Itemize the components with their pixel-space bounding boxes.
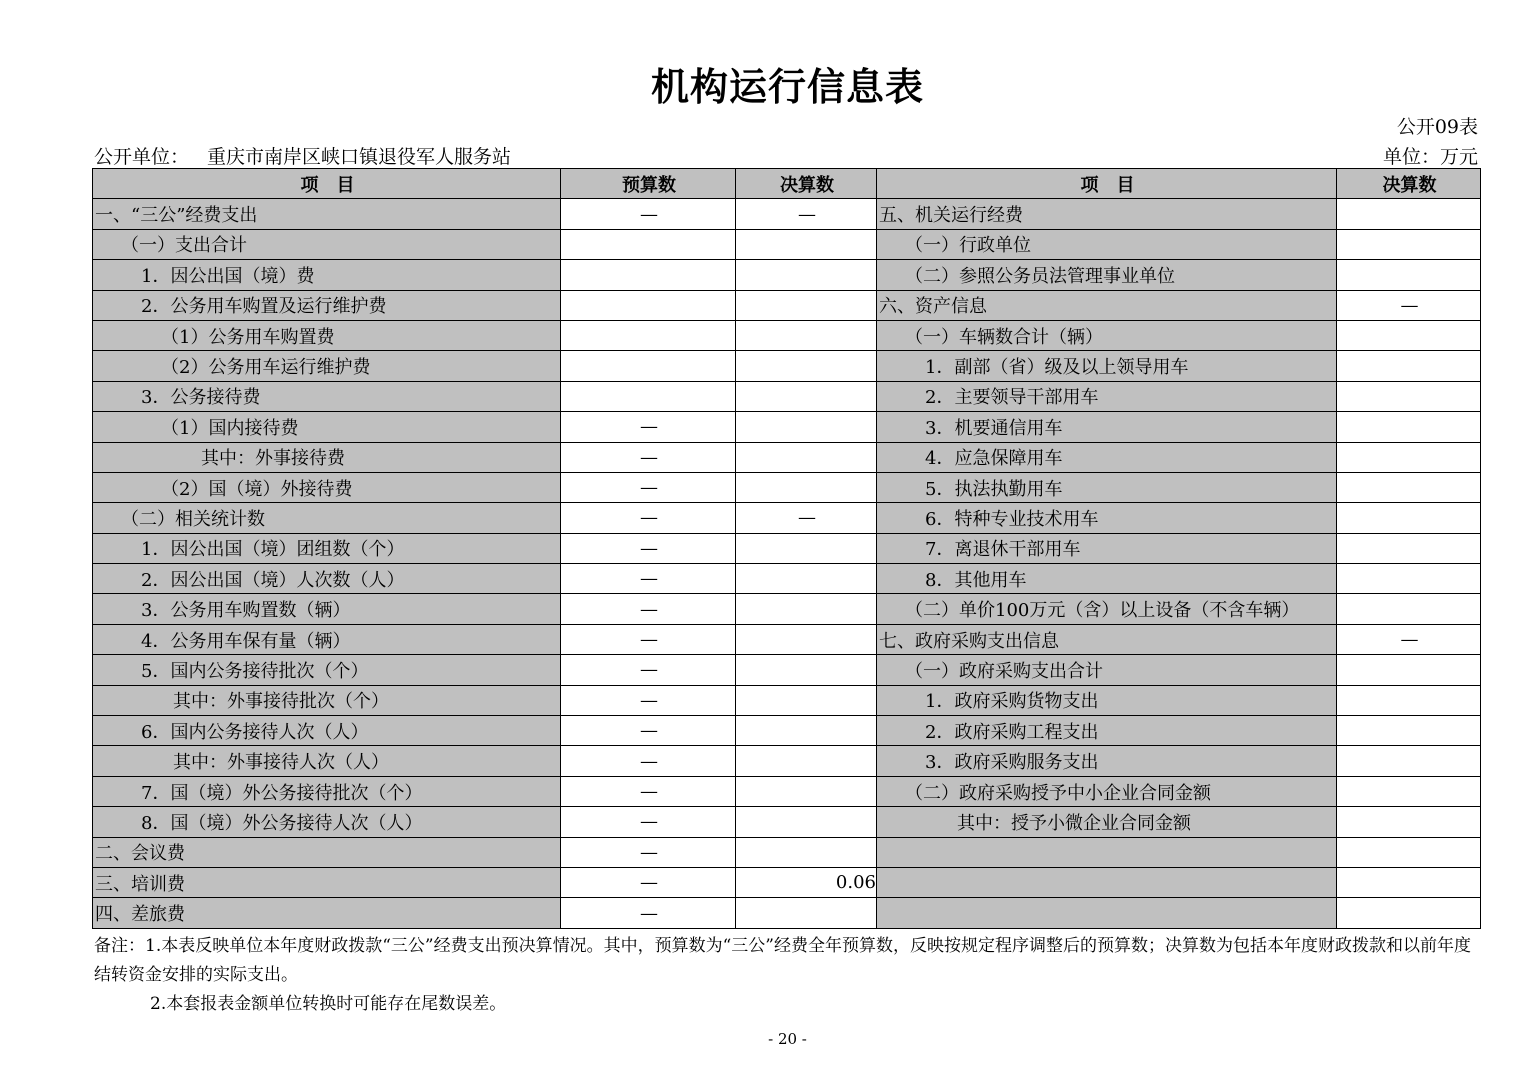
right-final-cell (1337, 655, 1481, 685)
left-item-label: 4．公务用车保有量（辆） (93, 624, 561, 654)
left-item-label: 其中：外事接待人次（人） (93, 746, 561, 776)
left-item-label: 3．公务接待费 (93, 381, 561, 411)
left-item-label: 其中：外事接待费 (93, 442, 561, 472)
left-budget-cell (561, 351, 736, 381)
left-final-cell (736, 685, 877, 715)
note-1: 备注：1.本表反映单位本年度财政拨款“三公”经费支出预决算情况。其中，预算数为“三公”经费全年预算数，反映按规定程序调整后的预算数；决算数为包括本年度财政拨款和以前年度结转资金安排的实际支出。 (94, 936, 1471, 985)
right-item-label: 5．执法执勤用车 (877, 472, 1337, 502)
left-budget-cell: — (561, 472, 736, 502)
unit-label: 公开单位： (94, 146, 190, 168)
right-final-cell (1337, 260, 1481, 290)
left-budget-cell: — (561, 533, 736, 563)
left-item-label: 二、会议费 (93, 837, 561, 867)
table-row (93, 655, 1481, 685)
right-final-cell (1337, 837, 1481, 867)
right-final-cell (1337, 533, 1481, 563)
header-item-left: 项 目 (93, 169, 561, 199)
left-item-label: 一、“三公”经费支出 (93, 199, 561, 229)
right-final-cell (1337, 564, 1481, 594)
left-budget-cell (561, 290, 736, 320)
table-row (93, 624, 1481, 654)
right-final-cell (1337, 594, 1481, 624)
left-budget-cell: — (561, 867, 736, 897)
left-budget-cell: — (561, 564, 736, 594)
header-final-right: 决算数 (1337, 169, 1481, 199)
table-row (93, 199, 1481, 229)
left-budget-cell: — (561, 594, 736, 624)
right-item-label: 8．其他用车 (877, 564, 1337, 594)
right-final-cell (1337, 867, 1481, 897)
table-row (93, 564, 1481, 594)
right-item-label: 1．副部（省）级及以上领导用车 (877, 351, 1337, 381)
left-item-label: 7．国（境）外公务接待批次（个） (93, 776, 561, 806)
table-row (93, 320, 1481, 350)
left-item-label: 1．因公出国（境）团组数（个） (93, 533, 561, 563)
form-number: 公开09表 (1396, 116, 1478, 138)
left-item-label: 5．国内公务接待批次（个） (93, 655, 561, 685)
header-budget: 预算数 (561, 169, 736, 199)
left-item-label: （一）支出合计 (93, 229, 561, 259)
left-budget-cell: — (561, 898, 736, 928)
right-final-cell (1337, 685, 1481, 715)
table-row (93, 412, 1481, 442)
table-row (93, 685, 1481, 715)
right-item-label: （一）行政单位 (877, 229, 1337, 259)
table-row (93, 229, 1481, 259)
left-final-cell (736, 412, 877, 442)
right-item-label: 3．政府采购服务支出 (877, 746, 1337, 776)
right-final-cell (1337, 229, 1481, 259)
header-item-right: 项 目 (877, 169, 1337, 199)
right-item-label: 其中：授予小微企业合同金额 (877, 807, 1337, 837)
left-item-label: （2）国（境）外接待费 (93, 472, 561, 502)
left-budget-cell (561, 260, 736, 290)
right-final-cell (1337, 412, 1481, 442)
left-final-cell: — (736, 503, 877, 533)
table-row (93, 503, 1481, 533)
header-row (93, 169, 1481, 199)
left-item-label: 1．因公出国（境）费 (93, 260, 561, 290)
right-final-cell (1337, 746, 1481, 776)
money-unit: 单位：万元 (1382, 146, 1478, 168)
left-final-cell (736, 290, 877, 320)
notes (94, 932, 1480, 1019)
right-final-cell (1337, 503, 1481, 533)
left-budget-cell: — (561, 442, 736, 472)
left-final-cell (736, 655, 877, 685)
right-final-cell (1337, 716, 1481, 746)
right-item-label: 2．主要领导干部用车 (877, 381, 1337, 411)
left-final-cell (736, 807, 877, 837)
table-row (93, 837, 1481, 867)
left-final-cell (736, 442, 877, 472)
left-item-label: 6．国内公务接待人次（人） (93, 716, 561, 746)
table-row (93, 898, 1481, 928)
left-budget-cell: — (561, 503, 736, 533)
table-row (93, 716, 1481, 746)
right-item-label: （二）参照公务员法管理事业单位 (877, 260, 1337, 290)
left-final-cell: — (736, 199, 877, 229)
page-title: 机构运行信息表 (650, 65, 924, 109)
right-item-label: （一）车辆数合计（辆） (877, 320, 1337, 350)
left-final-cell (736, 746, 877, 776)
left-budget-cell: — (561, 807, 736, 837)
left-final-cell (736, 381, 877, 411)
left-item-label: （1）公务用车购置费 (93, 320, 561, 350)
left-item-label: 四、差旅费 (93, 898, 561, 928)
table-row (93, 351, 1481, 381)
right-item-label: 7．离退休干部用车 (877, 533, 1337, 563)
right-final-cell: — (1337, 624, 1481, 654)
left-final-cell (736, 898, 877, 928)
left-budget-cell (561, 229, 736, 259)
left-budget-cell: — (561, 776, 736, 806)
table-row (93, 776, 1481, 806)
unit-row (94, 142, 1478, 169)
left-item-label: 8．国（境）外公务接待人次（人） (93, 807, 561, 837)
right-final-cell (1337, 442, 1481, 472)
left-final-cell (736, 260, 877, 290)
right-final-cell (1337, 320, 1481, 350)
page-number: - 20 - (768, 1030, 807, 1048)
header-final-left: 决算数 (736, 169, 877, 199)
table-row (93, 442, 1481, 472)
left-item-label: 三、培训费 (93, 867, 561, 897)
left-item-label: （2）公务用车运行维护费 (93, 351, 561, 381)
left-final-cell (736, 837, 877, 867)
left-final-cell (736, 229, 877, 259)
left-final-cell (736, 624, 877, 654)
left-budget-cell: — (561, 685, 736, 715)
right-final-cell (1337, 199, 1481, 229)
table-row (93, 260, 1481, 290)
note-2: 2.本套报表金额单位转换时可能存在尾数误差。 (150, 994, 507, 1014)
right-item-label: 五、机关运行经费 (877, 199, 1337, 229)
right-item-label: （二）政府采购授予中小企业合同金额 (877, 776, 1337, 806)
table-row (93, 746, 1481, 776)
right-final-cell (1337, 381, 1481, 411)
left-budget-cell: — (561, 655, 736, 685)
left-final-cell (736, 533, 877, 563)
table-row (93, 594, 1481, 624)
right-item-label: 4．应急保障用车 (877, 442, 1337, 472)
left-item-label: 2．因公出国（境）人次数（人） (93, 564, 561, 594)
right-final-cell: — (1337, 290, 1481, 320)
info-table (92, 168, 1481, 929)
unit-name: 重庆市南岸区峡口镇退役军人服务站 (207, 146, 512, 168)
right-item-label: 6．特种专业技术用车 (877, 503, 1337, 533)
right-item-label: （一）政府采购支出合计 (877, 655, 1337, 685)
left-final-cell (736, 776, 877, 806)
right-item-label: 六、资产信息 (877, 290, 1337, 320)
left-budget-cell: — (561, 716, 736, 746)
right-item-label (877, 837, 1337, 867)
right-final-cell (1337, 898, 1481, 928)
table-row (93, 381, 1481, 411)
left-item-label: 3．公务用车购置数（辆） (93, 594, 561, 624)
right-item-label: 1．政府采购货物支出 (877, 685, 1337, 715)
right-final-cell (1337, 807, 1481, 837)
left-final-cell (736, 594, 877, 624)
left-item-label: 2．公务用车购置及运行维护费 (93, 290, 561, 320)
left-budget-cell: — (561, 746, 736, 776)
left-final-cell (736, 472, 877, 502)
table-row (93, 472, 1481, 502)
left-final-cell (736, 716, 877, 746)
left-item-label: （二）相关统计数 (93, 503, 561, 533)
left-final-cell (736, 564, 877, 594)
left-budget-cell: — (561, 412, 736, 442)
table-row (93, 290, 1481, 320)
right-final-cell (1337, 351, 1481, 381)
right-item-label (877, 898, 1337, 928)
left-budget-cell: — (561, 624, 736, 654)
right-final-cell (1337, 472, 1481, 502)
right-item-label: （二）单价100万元（含）以上设备（不含车辆） (877, 594, 1337, 624)
left-final-cell (736, 351, 877, 381)
right-final-cell (1337, 776, 1481, 806)
table-row (93, 807, 1481, 837)
right-item-label (877, 867, 1337, 897)
left-final-cell: 0.06 (736, 867, 877, 897)
left-final-cell (736, 320, 877, 350)
right-item-label: 3．机要通信用车 (877, 412, 1337, 442)
left-budget-cell (561, 381, 736, 411)
table-row (93, 867, 1481, 897)
right-item-label: 七、政府采购支出信息 (877, 624, 1337, 654)
table-row (93, 533, 1481, 563)
left-budget-cell: — (561, 199, 736, 229)
left-item-label: （1）国内接待费 (93, 412, 561, 442)
left-item-label: 其中：外事接待批次（个） (93, 685, 561, 715)
left-budget-cell: — (561, 837, 736, 867)
right-item-label: 2．政府采购工程支出 (877, 716, 1337, 746)
left-budget-cell (561, 320, 736, 350)
